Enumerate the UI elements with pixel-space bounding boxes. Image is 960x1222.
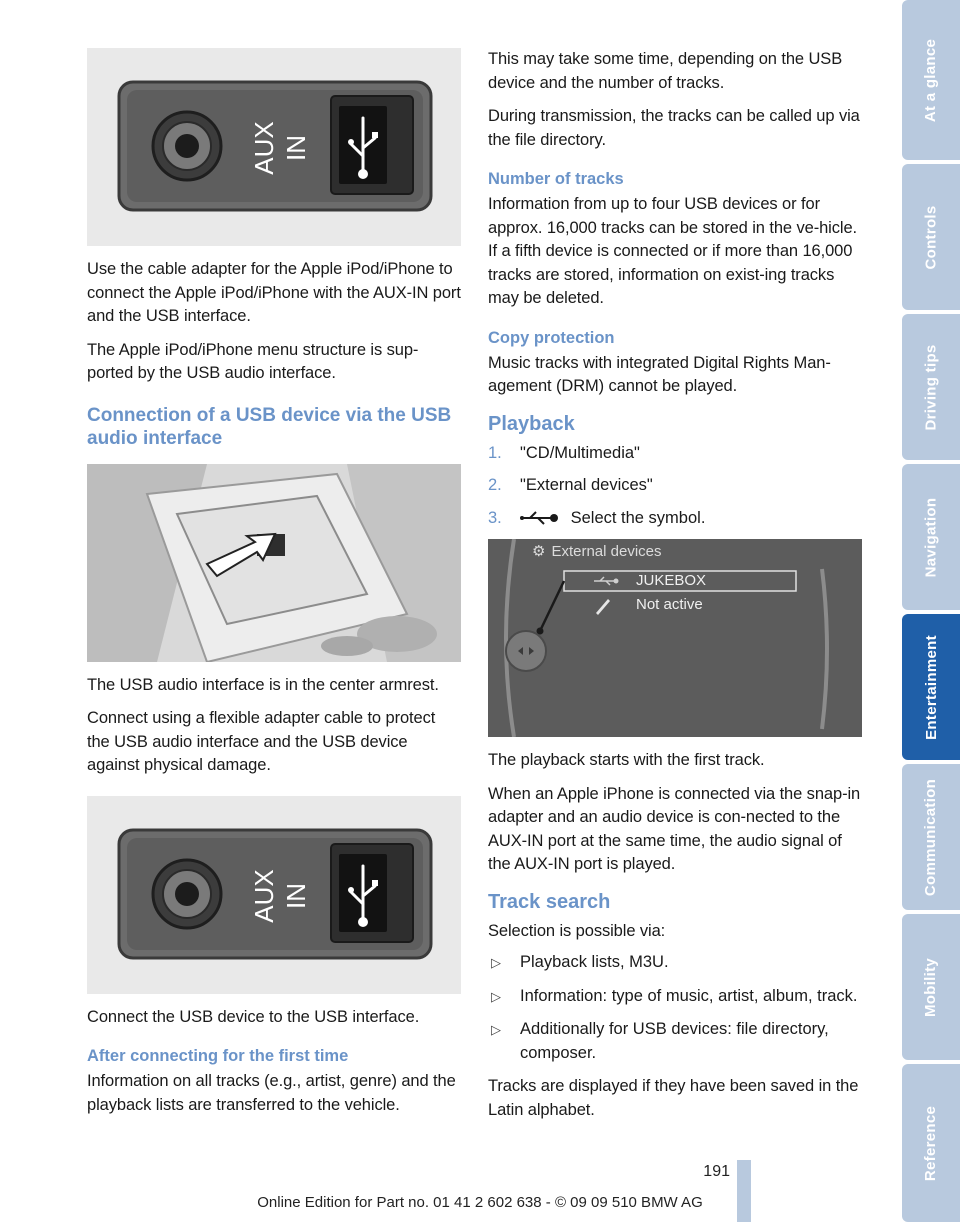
aux-label: AUX	[249, 868, 279, 923]
paragraph: This may take some time, depending on the USB device and the number of tracks.	[488, 50, 843, 92]
tab-entertainment[interactable]: Entertainment	[902, 614, 960, 760]
triangle-bullet-icon: ▷	[491, 955, 501, 970]
screen-item-jukebox[interactable]: JUKEBOX	[636, 572, 707, 589]
selection-list	[488, 951, 862, 1065]
idrive-screen	[488, 539, 862, 737]
section-heading: Track search	[488, 890, 611, 913]
list-item: ▷ Additionally for USB devices: file directory, composer.	[491, 1020, 829, 1062]
paragraph: Connect the USB device to the USB interface.	[87, 1007, 420, 1026]
aux-usb-panel-illustration	[87, 48, 461, 246]
paragraph: Tracks are displayed if they have been saved in the Latin alphabet.	[488, 1077, 859, 1119]
paragraph: The Apple iPod/iPhone menu structure is sup-ported by the USB audio interface.	[87, 340, 419, 382]
list-item: ▷ Information: type of music, artist, album, track.	[488, 985, 862, 1009]
aux-usb-panel-illustration	[87, 796, 461, 994]
tab-at-a-glance[interactable]: At a glance	[902, 0, 960, 160]
usb-symbol-icon	[520, 511, 560, 525]
list-item: ▷ Playback lists, M3U.	[488, 951, 862, 975]
aux-usb-panel-figure-2	[87, 796, 461, 994]
step-item: 1. "CD/Multimedia"	[488, 443, 640, 462]
idrive-screen-figure	[488, 539, 862, 737]
paragraph: The playback starts with the first track.	[488, 751, 765, 769]
paragraph: Information from up to four USB devices or for approx. 16,000 tracks can be stored in the ve-hicle. If a fifth device is connected or if more than 16,000 tracks are stored, information on exist-ing tracks may be deleted.	[488, 195, 858, 307]
center-armrest-figure	[87, 464, 461, 662]
subsection-heading: After connecting for the first time	[87, 1047, 349, 1065]
chapter-sidebar	[902, 0, 960, 1222]
tab-driving-tips[interactable]: Driving tips	[902, 314, 960, 460]
subsection-heading: Copy protection	[488, 328, 615, 347]
paragraph: The USB audio interface is in the center armrest.	[87, 675, 439, 694]
paragraph: Connect using a flexible adapter cable to protect the USB audio interface and the USB device against physical damage.	[87, 709, 436, 774]
paragraph: During transmission, the tracks can be called up via the file directory.	[488, 107, 860, 149]
screen-item-not-active[interactable]: Not active	[636, 596, 703, 613]
step-item: 3. Select the symbol.	[488, 508, 706, 527]
triangle-bullet-icon: ▷	[491, 1022, 501, 1037]
aux-usb-panel-figure	[87, 48, 461, 246]
subsection-heading: Number of tracks	[488, 170, 624, 188]
paragraph: When an Apple iPhone is connected via the snap-in adapter and an audio device is con-nected to the AUX-IN port at the same time, the audio signal of the AUX-IN port is played.	[488, 784, 861, 873]
in-label: IN	[281, 135, 311, 161]
in-label: IN	[281, 882, 311, 909]
tab-navigation[interactable]: Navigation	[902, 464, 960, 610]
tab-controls[interactable]: Controls	[902, 164, 960, 310]
controller-icon	[506, 631, 546, 671]
paragraph: Selection is possible via:	[488, 921, 666, 940]
tab-communication[interactable]: Communication	[902, 764, 960, 910]
right-column	[488, 48, 862, 1132]
playback-steps	[488, 442, 862, 531]
screen-title: ⚙ External devices	[532, 543, 662, 560]
footer-text: Online Edition for Part no. 01 41 2 602 638 - © 09 09 510 BMW AG	[257, 1194, 703, 1211]
tab-reference[interactable]: Reference	[902, 1064, 960, 1222]
settings-icon: ⚙	[532, 543, 546, 560]
tab-mobility[interactable]: Mobility	[902, 914, 960, 1060]
step-item: 2. "External devices"	[488, 476, 653, 494]
triangle-bullet-icon: ▷	[491, 988, 501, 1004]
section-heading: Playback	[488, 412, 575, 435]
page-number-bar	[737, 1160, 751, 1222]
left-column	[87, 48, 461, 1127]
aux-label: AUX	[249, 121, 279, 175]
paragraph: Use the cable adapter for the Apple iPod/iPhone to connect the Apple iPod/iPhone with the AUX-IN port and the USB interface.	[87, 260, 461, 325]
section-heading: Connection of a USB device via the USB audio interface	[87, 404, 452, 449]
center-armrest-illustration	[87, 464, 461, 662]
paragraph: Music tracks with integrated Digital Rights Man-agement (DRM) cannot be played.	[488, 353, 831, 395]
page-number: 191	[703, 1163, 730, 1180]
paragraph: Information on all tracks (e.g., artist, genre) and the playback lists are transferred to the vehicle.	[87, 1072, 456, 1114]
